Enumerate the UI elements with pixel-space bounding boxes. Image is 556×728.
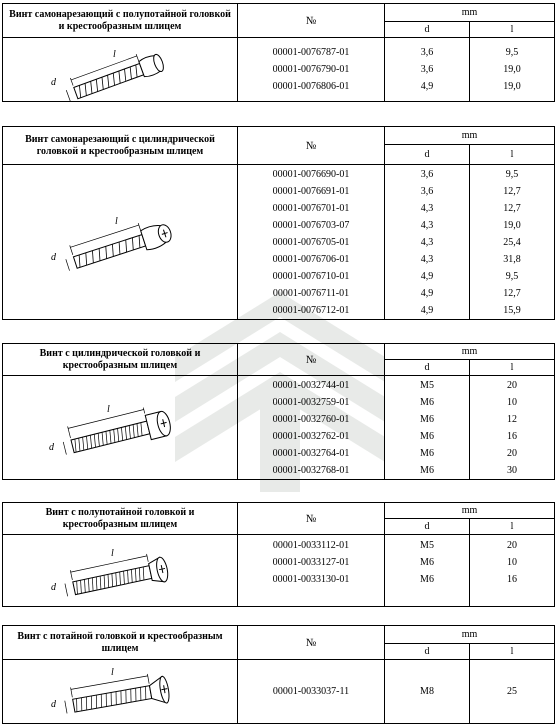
d-dimension-label: d <box>51 698 56 710</box>
flat-countersunk-screw-drawing <box>45 661 195 723</box>
l-value: 9,5 <box>505 168 519 180</box>
l-dimension-label: l <box>115 216 118 227</box>
l-value: 12 <box>507 413 517 425</box>
section-title: Винт с потайной головкой и крестообразным шлицем <box>3 626 238 660</box>
part-number: 00001-0076705-01 <box>272 236 350 248</box>
d-value: M6 <box>420 574 434 585</box>
section-title: Винт с цилиндрической головкой и крестообразным шлицем <box>3 344 238 376</box>
part-number: 00001-0033130-01 <box>272 574 350 585</box>
l-value: 12,7 <box>503 202 521 214</box>
d-value: 3,6 <box>420 185 434 197</box>
unit-header: mm <box>385 344 555 360</box>
screw-drawing-cell <box>3 660 238 724</box>
d-value: 4,9 <box>420 270 434 282</box>
l-value: 20 <box>507 447 517 459</box>
d-value: M6 <box>420 396 434 408</box>
spec-table-4 <box>2 502 555 607</box>
section-title: Винт самонарезающий с цилиндрической головкой и крестообразным шлицем <box>3 127 238 165</box>
l-value: 9,5 <box>505 270 519 282</box>
cylinder-head-screw-drawing <box>45 388 195 468</box>
d-dimension-label: d <box>51 252 56 263</box>
part-number: 00001-0033112-01 <box>272 540 350 551</box>
l-value: 19,0 <box>503 219 521 231</box>
unit-header: mm <box>385 626 555 644</box>
d-value: 3,6 <box>420 64 434 75</box>
d-value: 3,6 <box>420 168 434 180</box>
unit-header: mm <box>385 127 555 145</box>
d-header: d <box>385 644 470 660</box>
d-header: d <box>385 360 470 376</box>
number-header: № <box>238 344 385 376</box>
l-header: l <box>470 519 555 535</box>
part-number: 00001-0076706-01 <box>272 253 350 265</box>
part-number: 00001-0032744-01 <box>272 379 350 391</box>
number-header: № <box>238 4 385 38</box>
d-value: M6 <box>420 557 434 568</box>
d-value: M6 <box>420 413 434 425</box>
d-dimension-label: d <box>51 581 56 593</box>
part-number: 00001-0076691-01 <box>272 185 350 197</box>
l-value: 19,0 <box>503 64 521 75</box>
part-number: 00001-0076711-01 <box>272 287 350 299</box>
spec-table-5 <box>2 625 555 724</box>
number-header: № <box>238 626 385 660</box>
l-value: 31,8 <box>503 253 521 265</box>
d-header: d <box>385 145 470 165</box>
screw-drawing-cell <box>3 376 238 480</box>
d-header: d <box>385 22 470 38</box>
raised-countersunk-screw-drawing <box>45 536 195 606</box>
spec-table-2 <box>2 126 555 320</box>
d-value: 4,3 <box>420 219 434 231</box>
l-value: 20 <box>507 379 517 391</box>
d-value: M6 <box>420 464 434 476</box>
part-number: 00001-0032764-01 <box>272 447 350 459</box>
l-value: 16 <box>507 574 517 585</box>
spec-table-1 <box>2 3 555 102</box>
part-number: 00001-0032768-01 <box>272 464 350 476</box>
d-value: M6 <box>420 447 434 459</box>
part-number: 00001-0076806-01 <box>272 81 350 92</box>
l-value: 12,7 <box>503 185 521 197</box>
l-value: 19,0 <box>503 81 521 92</box>
part-number: 00001-0076701-01 <box>272 202 350 214</box>
part-number: 00001-0076710-01 <box>272 270 350 282</box>
l-header: l <box>470 360 555 376</box>
l-dimension-label: l <box>111 547 114 559</box>
countersunk-screw-drawing <box>45 39 195 101</box>
screw-drawing-cell <box>3 535 238 607</box>
d-value: M5 <box>420 379 434 391</box>
d-value: 4,3 <box>420 253 434 265</box>
d-value: M6 <box>420 430 434 442</box>
d-dimension-label: d <box>49 441 54 453</box>
l-value: 10 <box>507 396 517 408</box>
part-number: 00001-0076787-01 <box>272 47 350 58</box>
section-title: Винт с полупотайной головкой и крестообразным шлицем <box>3 503 238 535</box>
d-value: M5 <box>420 540 434 551</box>
l-value: 25,4 <box>503 236 521 248</box>
l-value: 12,7 <box>503 287 521 299</box>
l-header: l <box>470 644 555 660</box>
part-number: 00001-0033037-11 <box>272 686 350 697</box>
part-number: 00001-0076712-01 <box>272 304 350 316</box>
l-header: l <box>470 145 555 165</box>
l-value: 15,9 <box>503 304 521 316</box>
screw-drawing-cell <box>3 165 238 320</box>
part-number: 00001-0033127-01 <box>272 557 350 568</box>
l-dimension-label: l <box>107 403 110 415</box>
l-value: 9,5 <box>505 47 519 58</box>
spec-table-3 <box>2 343 555 480</box>
l-value: 10 <box>507 557 517 568</box>
l-value: 16 <box>507 430 517 442</box>
d-value: 4,9 <box>420 81 434 92</box>
l-dimension-label: l <box>111 666 114 678</box>
d-value: 4,3 <box>420 202 434 214</box>
d-value: 4,3 <box>420 236 434 248</box>
screw-drawing-cell <box>3 38 238 102</box>
part-number: 00001-0032760-01 <box>272 413 350 425</box>
number-header: № <box>238 503 385 535</box>
d-header: d <box>385 519 470 535</box>
l-header: l <box>470 22 555 38</box>
l-value: 20 <box>507 540 517 551</box>
d-dimension-label: d <box>51 76 56 88</box>
part-number: 00001-0076690-01 <box>272 168 350 180</box>
d-value: M8 <box>420 686 434 697</box>
number-header: № <box>238 127 385 165</box>
l-dimension-label: l <box>113 48 116 60</box>
d-value: 4,9 <box>420 304 434 316</box>
unit-header: mm <box>385 503 555 519</box>
part-number: 00001-0032762-01 <box>272 430 350 442</box>
part-number: 00001-0076790-01 <box>272 64 350 75</box>
part-number: 00001-0076703-07 <box>272 219 350 231</box>
part-number: 00001-0032759-01 <box>272 396 350 408</box>
pan-head-tapping-screw-drawing <box>45 202 195 282</box>
l-value: 25 <box>507 686 517 697</box>
l-value: 30 <box>507 464 517 476</box>
section-title: Винт самонарезающий с полупотайной головкой и крестообразным шлицем <box>3 4 238 38</box>
d-value: 3,6 <box>420 47 434 58</box>
d-value: 4,9 <box>420 287 434 299</box>
unit-header: mm <box>385 4 555 22</box>
